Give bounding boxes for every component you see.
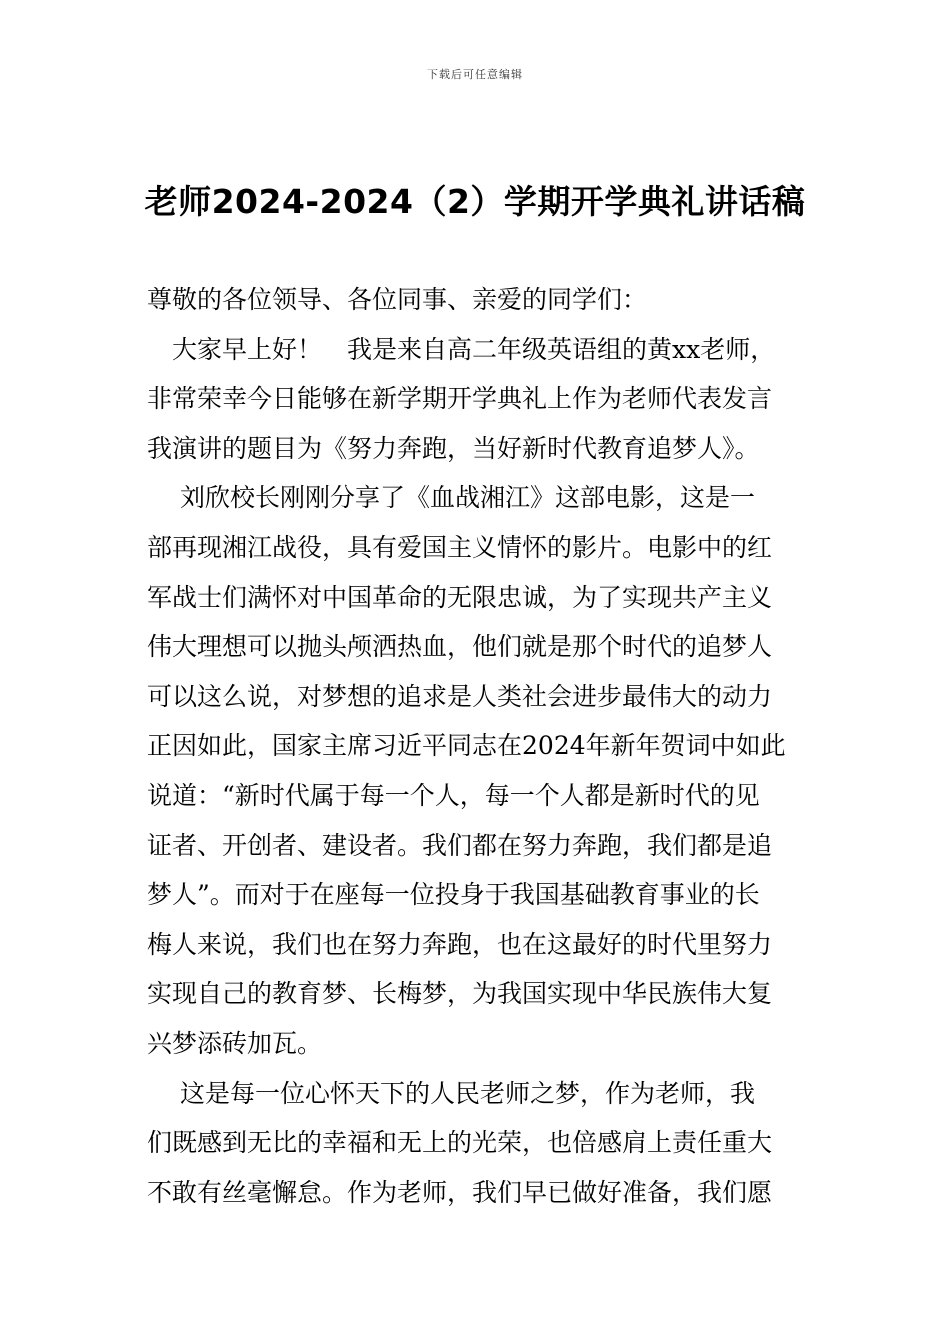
text-line: 说道：“新时代属于每一个人，每一个人都是新时代的见 [147,780,760,810]
text-line: 可以这么说，对梦想的追求是人类社会进步最伟大的动力 [147,681,773,711]
text-line: 实现自己的教育梦、长梅梦，为我国实现中华民族伟大复 [147,979,773,1009]
body-text [147,282,807,1224]
text-line: 这是每一位心怀天下的人民老师之梦，作为老师，我 [147,1078,755,1108]
text-line: 军战士们满怀对中国革命的无限忠诚，为了实现共产主义 [147,582,773,612]
text-line: 兴梦添砖加瓦。 [147,1028,323,1058]
text-line: 非常荣幸今日能够在新学期开学典礼上作为老师代表发言 [147,384,773,414]
document-title: 老师2024-2024（2）学期开学典礼讲话稿 [144,182,806,221]
text-line: 刘欣校长刚刚分享了《血战湘江》这部电影，这是一 [147,483,755,513]
text-line: 正因如此，国家主席习近平同志在2024年新年贺词中如此 [147,731,786,761]
text-line: 部再现湘江战役，具有爱国主义情怀的影片。电影中的红 [147,532,773,562]
text-line: 大家早上好！ 我是来自高二年级英语组的黄xx老师， [147,334,776,364]
text-line: 梅人来说，我们也在努力奔跑，也在这最好的时代里努力 [147,929,773,959]
header-note: 下载后可任意编辑 [427,68,523,81]
text-line: 不敢有丝毫懈怠。作为老师，我们早已做好准备，我们愿 [147,1177,773,1207]
text-line: 伟大理想可以抛头颅洒热血，他们就是那个时代的追梦人 [147,632,773,662]
text-line: 我演讲的题目为《努力奔跑，当好新时代教育追梦人》。 [147,433,760,463]
text-line: 梦人”。而对于在座每一位投身于我国基础教育事业的长 [147,880,760,910]
text-line: 尊敬的各位领导、各位同事、亲爱的同学们： [147,285,648,314]
text-line: 证者、开创者、建设者。我们都在努力奔跑，我们都是追 [147,830,773,860]
text-line: 们既感到无比的幸福和无上的光荣，也倍感肩上责任重大 [147,1128,773,1158]
